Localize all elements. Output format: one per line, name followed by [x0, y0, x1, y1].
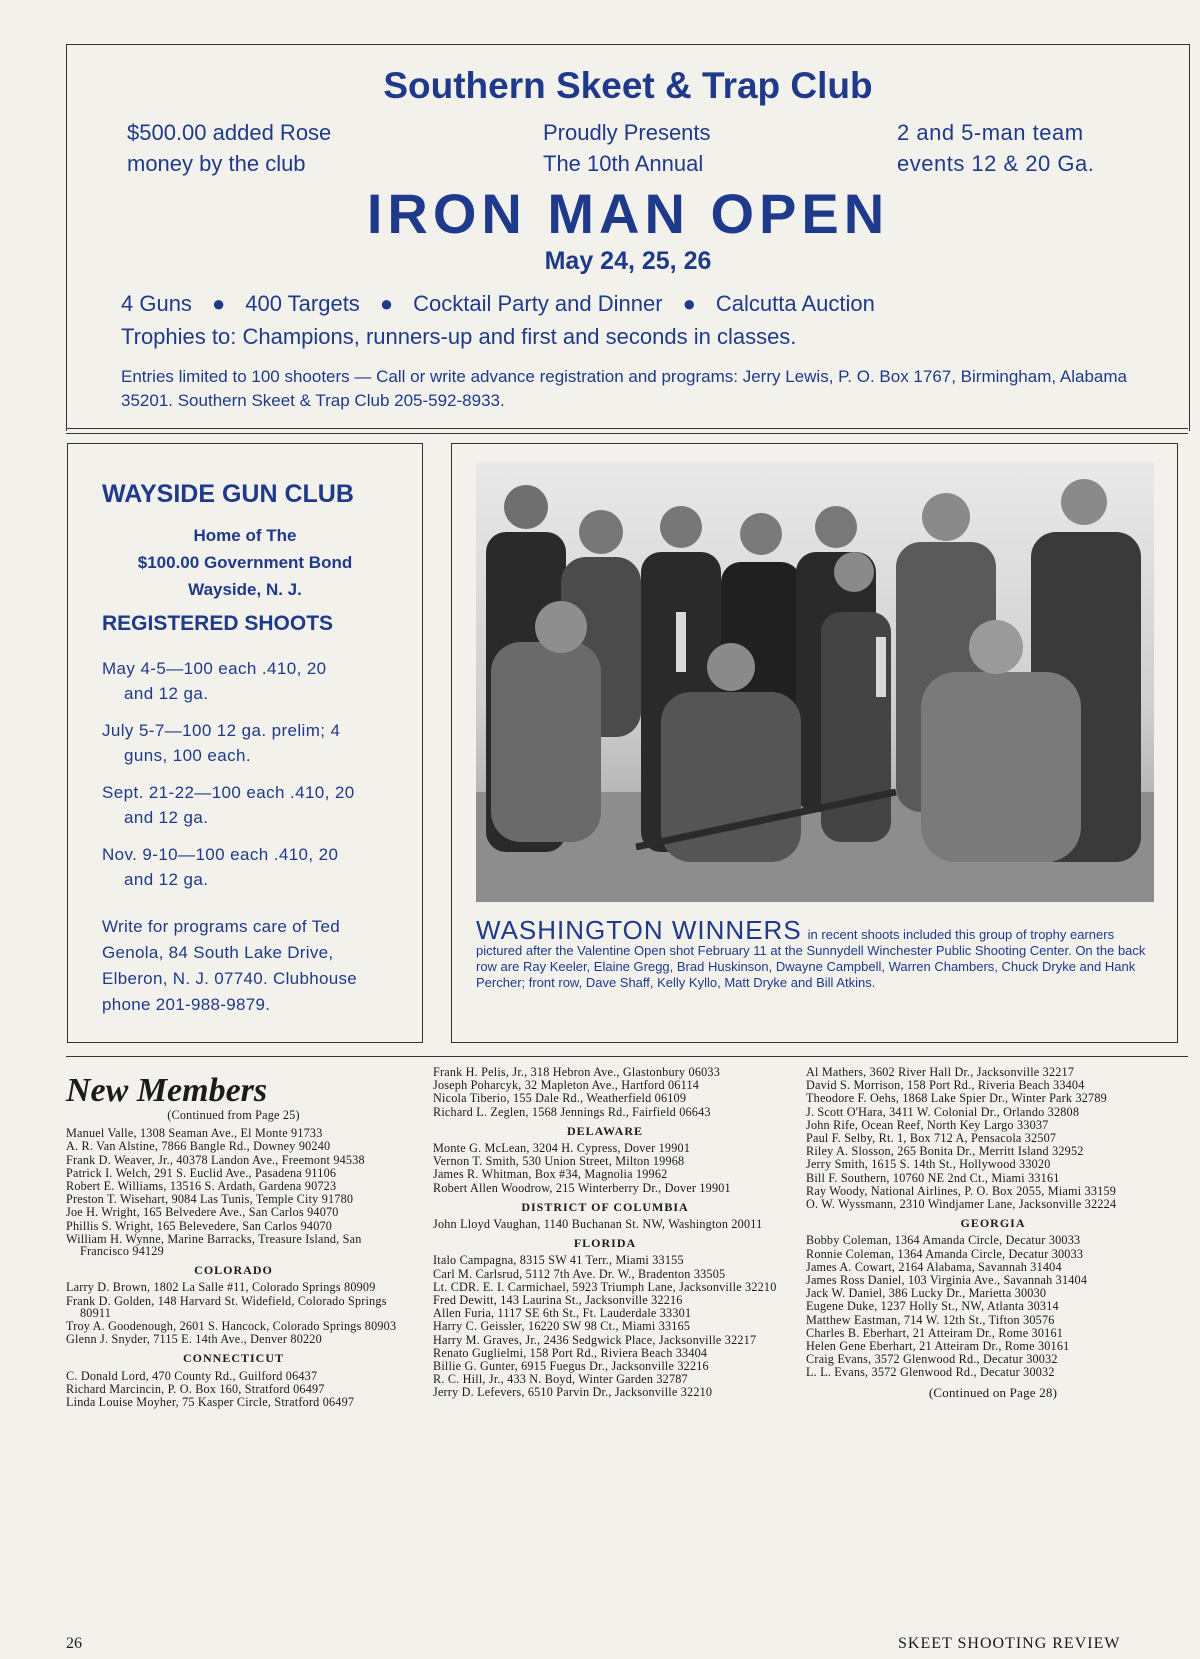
state-heading: CONNECTICUT: [182, 1351, 284, 1366]
member-entry: Paul F. Selby, Rt. 1, Box 712 A, Pensacola 32507: [806, 1131, 1057, 1146]
member-entry: O. W. Wyssmann, 2310 Windjamer Lane, Jacksonville 32224: [806, 1197, 1117, 1212]
wayside-title: WAYSIDE GUN CLUB: [102, 480, 354, 508]
member-entry: Linda Louise Moyher, 75 Kasper Circle, Stratford 06497: [66, 1395, 355, 1410]
member-entry: J. Scott O'Hara, 3411 W. Colonial Dr., Orlando 32808: [806, 1104, 1080, 1119]
wayside-subtitle-line: $100.00 Government Bond: [137, 553, 353, 572]
member-entry: Larry D. Brown, 1802 La Salle #11, Colorado Springs 80909: [66, 1280, 376, 1295]
member-entry: Frank D. Weaver, Jr., 40378 Landon Ave., Freemont 94538: [66, 1152, 365, 1167]
ad-entries: Entries limited to 100 shooters — Call or write advance registration and programs: Jerry Lewis, P. O. Box 1767, Birmingham, Alabama 35201. Southern Skeet & Trap Club 205-592-8933.: [121, 367, 1127, 410]
member-entry: Vernon T. Smith, 530 Union Street, Milton 19968: [433, 1154, 685, 1169]
shoot-line: guns, 100 each.: [124, 746, 251, 765]
ad-presents: [543, 117, 763, 179]
members-column-3: [806, 1066, 1180, 1401]
member-entry: Patrick I. Welch, 291 S. Euclid Ave., Pasadena 91106: [66, 1165, 337, 1180]
member-entry: John Lloyd Vaughan, 1140 Buchanan St. NW, Washington 20011: [433, 1217, 763, 1232]
ad-title: IRON MAN OPEN: [366, 182, 890, 245]
member-entry: Bill F. Southern, 10760 NE 2nd Ct., Miami 33161: [806, 1170, 1060, 1185]
wayside-subtitle-line: Wayside, N. J.: [188, 580, 302, 599]
member-entry: Harry C. Geissler, 16220 SW 98 Ct., Miami 33165: [433, 1319, 691, 1334]
member-entry: James Ross Daniel, 103 Virginia Ave., Savannah 31404: [806, 1273, 1088, 1288]
members-column-1: [66, 1109, 401, 1409]
continued-on: (Continued on Page 28): [928, 1384, 1058, 1400]
member-entry: Riley A. Slosson, 265 Bonita Dr., Merritt Island 32952: [806, 1144, 1084, 1159]
winners-photo: [476, 462, 1154, 902]
shoot-item: [102, 842, 402, 892]
member-entry: Robert E. Williams, 13516 S. Ardath, Gardena 90723: [66, 1179, 337, 1194]
caption-head: WASHINGTON WINNERS: [476, 915, 802, 945]
member-entry: Al Mathers, 3602 River Hall Dr., Jacksonville 32217: [806, 1065, 1075, 1079]
wayside-gun-club-ad: [67, 443, 423, 1043]
bullet-icon: ●: [682, 291, 696, 316]
feature-item: 400 Targets: [245, 291, 360, 316]
member-entry: Manuel Valle, 1308 Seaman Ave., El Monte 91733: [66, 1126, 323, 1141]
member-entry: Billie G. Gunter, 6915 Fuegus Dr., Jacksonville 32216: [433, 1359, 709, 1374]
member-entry: Renato Guglielmi, 158 Port Rd., Riviera Beach 33404: [433, 1345, 708, 1360]
photo-caption: [476, 915, 1154, 991]
member-entry: Robert Allen Woodrow, 215 Winterberry Dr., Dover 19901: [433, 1180, 731, 1195]
shoot-line: May 4-5—100 each .410, 20: [102, 659, 327, 678]
member-entry: Joe H. Wright, 165 Belvedere Ave., San Carlos 94070: [66, 1205, 339, 1220]
ad-right-line: 2 and 5-man team: [897, 120, 1084, 145]
ad-team-events: [897, 117, 1157, 179]
member-entry: William H. Wynne, Marine Barracks, Treasure Island, San Francisco 94129: [66, 1231, 362, 1259]
page-number: 26: [66, 1635, 82, 1652]
member-entry: Harry M. Graves, Jr., 2436 Sedgwick Place, Jacksonville 32217: [433, 1332, 757, 1347]
feature-item: Cocktail Party and Dinner: [413, 291, 663, 316]
member-entry: R. C. Hill, Jr., 433 N. Boyd, Winter Garden 32787: [433, 1372, 688, 1387]
members-column-2: [433, 1066, 777, 1400]
member-entry: Troy A. Goodenough, 2601 S. Hancock, Colorado Springs 80903: [66, 1319, 397, 1334]
member-entry: John Rife, Ocean Reef, North Key Largo 33037: [806, 1117, 1049, 1132]
wayside-subtitle-line: Home of The: [193, 526, 297, 545]
member-entry: Phillis S. Wright, 165 Belevedere, San Carlos 94070: [66, 1218, 333, 1233]
magazine-name: SKEET SHOOTING REVIEW: [898, 1635, 1121, 1652]
divider: [66, 1056, 1188, 1057]
continued-from: (Continued from Page 25): [167, 1108, 300, 1122]
feature-item: 4 Guns: [121, 291, 192, 316]
shoot-line: Sept. 21-22—100 each .410, 20: [102, 783, 355, 802]
member-entry: Theodore F. Oehs, 1868 Lake Spier Dr., Winter Park 32789: [806, 1091, 1107, 1106]
member-entry: Jerry Smith, 1615 S. 14th St., Hollywood 33020: [806, 1157, 1051, 1172]
shoot-item: [102, 780, 402, 830]
member-entry: Ray Woody, National Airlines, P. O. Box 2055, Miami 33159: [806, 1183, 1117, 1198]
ad-club-name: Southern Skeet & Trap Club: [383, 65, 873, 106]
member-entry: Craig Evans, 3572 Glenwood Rd., Decatur 30032: [806, 1352, 1058, 1367]
ad-trophies: Trophies to: Champions, runners-up and first and seconds in classes.: [121, 324, 797, 349]
bullet-icon: ●: [379, 291, 394, 316]
member-entry: David S. Morrison, 158 Port Rd., Riveria Beach 33404: [806, 1078, 1085, 1093]
wayside-subtitle: [68, 522, 422, 603]
ad-left-line: $500.00 added Rose: [127, 120, 332, 145]
member-entry: Richard L. Zeglen, 1568 Jennings Rd., Fairfield 06643: [433, 1104, 711, 1119]
caption-body: in recent shoots included this group of trophy earners pictured after the Valentine Open shot February 11 at the Sunnydell Winchester Public Shooting Center. On the back row are Ray Keeler, Elaine Gregg, Brad Huskinson, Dwayne Campbell, Warren Chambers, Chuck Dryke and Hank Percher; front row, Dave Shaff, Kelly Kyllo, Matt Dryke and Bill Atkins.: [476, 927, 1146, 990]
shoot-line: Nov. 9-10—100 each .410, 20: [102, 845, 339, 864]
member-entry: James A. Cowart, 2164 Alabama, Savannah 31404: [806, 1259, 1062, 1274]
washington-winners-box: [451, 443, 1178, 1043]
member-entry: Fred Dewitt, 143 Laurina St., Jacksonville 32216: [433, 1293, 683, 1308]
registered-shoots-heading: REGISTERED SHOOTS: [102, 612, 334, 635]
state-heading: DELAWARE: [566, 1123, 643, 1138]
ad-features: [121, 291, 1161, 317]
member-entry: Frank D. Golden, 148 Harvard St. Widefield, Colorado Springs 80911: [66, 1293, 387, 1320]
member-entry: Allen Furia, 1117 SE 6th St., Ft. Lauderdale 33301: [433, 1306, 692, 1321]
ad-center-line: The 10th Annual: [543, 151, 704, 176]
member-entry: Ronnie Coleman, 1364 Amanda Circle, Decatur 30033: [806, 1246, 1084, 1261]
ad-dates: May 24, 25, 26: [544, 247, 712, 275]
member-entry: Jerry D. Lefevers, 6510 Parvin Dr., Jacksonville 32210: [433, 1385, 713, 1400]
wayside-contact: Write for programs care of Ted Genola, 84 South Lake Drive, Elberon, N. J. 07740. Clubhouse phone 201-988-9879.: [102, 917, 358, 1014]
member-entry: Helen Gene Eberhart, 21 Atteiram Dr., Rome 30161: [806, 1339, 1070, 1354]
shoot-line: and 12 ga.: [124, 870, 209, 889]
ad-right-line: events 12 & 20 Ga.: [897, 151, 1095, 176]
member-entry: Richard Marcincin, P. O. Box 160, Stratford 06497: [66, 1381, 325, 1396]
ad-left-line: money by the club: [127, 151, 306, 176]
member-entry: Italo Campagna, 8315 SW 41 Terr., Miami 33155: [433, 1253, 684, 1268]
shoot-line: and 12 ga.: [124, 808, 209, 827]
feature-item: Calcutta Auction: [715, 291, 875, 316]
shoot-item: [102, 656, 402, 706]
bullet-icon: ●: [211, 291, 226, 316]
state-heading: FLORIDA: [573, 1236, 637, 1251]
member-entry: C. Donald Lord, 470 County Rd., Guilford 06437: [66, 1368, 318, 1383]
shoot-line: and 12 ga.: [124, 684, 209, 703]
state-heading: GEORGIA: [960, 1216, 1026, 1231]
member-entry: Charles B. Eberhart, 21 Atteiram Dr., Rome 30161: [806, 1325, 1064, 1340]
member-entry: L. L. Evans, 3572 Glenwood Rd., Decatur 30032: [806, 1365, 1055, 1380]
member-entry: Nicola Tiberio, 155 Dale Rd., Weatherfield 06109: [433, 1091, 687, 1106]
group-photo-illustration: [476, 462, 1154, 902]
member-entry: Matthew Eastman, 714 W. 12th St., Tifton 30576: [806, 1312, 1055, 1327]
member-entry: Monte G. McLean, 3204 H. Cypress, Dover 19901: [433, 1141, 691, 1156]
member-entry: Eugene Duke, 1237 Holly St., NW, Atlanta 30314: [806, 1299, 1059, 1314]
ad-center-line: Proudly Presents: [543, 120, 711, 145]
new-members-title: New Members: [66, 1072, 268, 1109]
member-entry: Joseph Poharcyk, 32 Mapleton Ave., Hartford 06114: [433, 1078, 700, 1093]
divider: [66, 433, 1188, 434]
shoot-item: [102, 718, 402, 768]
state-heading: COLORADO: [194, 1263, 273, 1278]
state-heading: DISTRICT OF COLUMBIA: [521, 1199, 689, 1214]
member-entry: Lt. CDR. E. I. Carmichael, 5923 Triumph Lane, Jacksonville 32210: [433, 1279, 777, 1294]
member-entry: Preston T. Wisehart, 9084 Las Tunis, Temple City 91780: [66, 1192, 354, 1207]
member-entry: Jack W. Daniel, 386 Lucky Dr., Marietta 30030: [806, 1286, 1047, 1301]
divider: [66, 428, 1188, 429]
shoot-line: July 5-7—100 12 ga. prelim; 4: [102, 721, 341, 740]
ad-prize-money: [127, 117, 387, 179]
member-entry: Glenn J. Snyder, 7115 E. 14th Ave., Denver 80220: [66, 1332, 322, 1347]
member-entry: Bobby Coleman, 1364 Amanda Circle, Decatur 30033: [806, 1233, 1081, 1248]
member-entry: Carl M. Carlsrud, 5112 7th Ave. Dr. W., Bradenton 33505: [433, 1266, 726, 1281]
member-entry: Frank H. Pelis, Jr., 318 Hebron Ave., Glastonbury 06033: [433, 1065, 721, 1079]
iron-man-open-ad: [66, 44, 1190, 431]
member-entry: A. R. Van Alstine, 7866 Bangle Rd., Downey 90240: [66, 1139, 331, 1154]
member-entry: James R. Whitman, Box #34, Magnolia 19962: [433, 1167, 668, 1182]
